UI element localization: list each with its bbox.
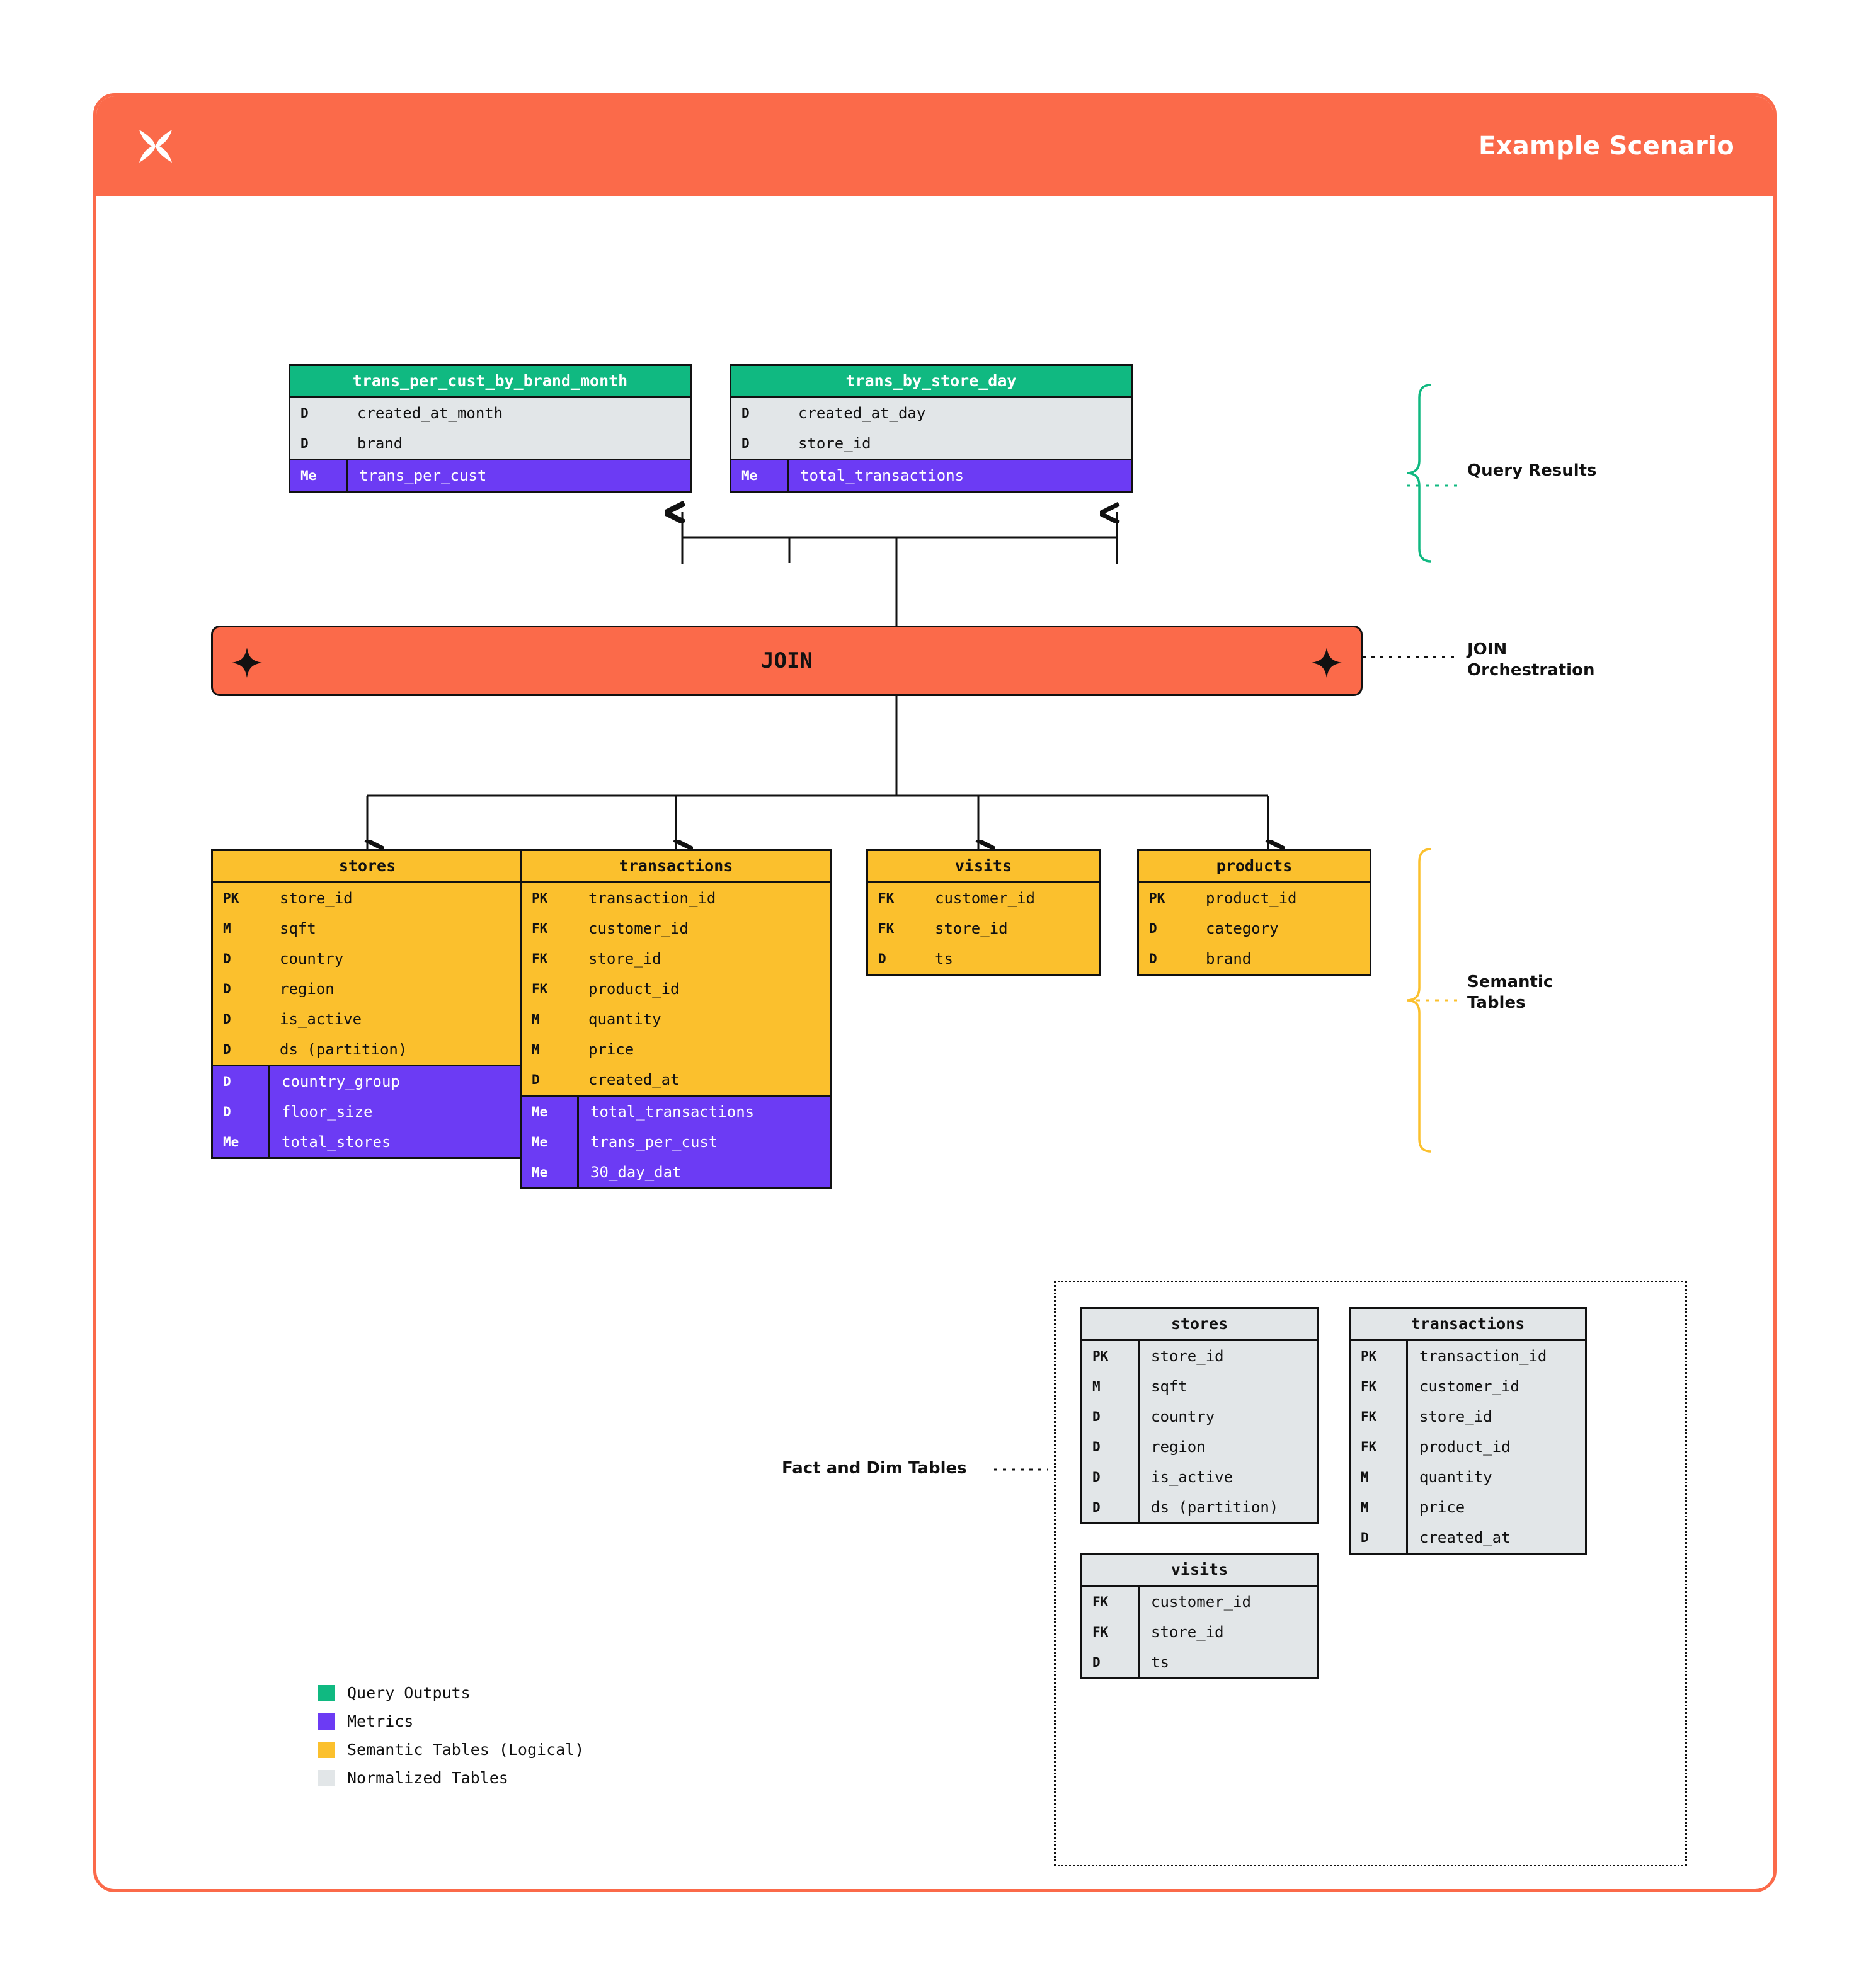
table-header: stores xyxy=(211,849,524,883)
field-key: Me xyxy=(532,1134,548,1150)
field-key: D xyxy=(1092,1469,1101,1485)
field-name: trans_per_cust xyxy=(346,460,690,491)
field-key: Me xyxy=(532,1164,548,1180)
field-key: FK xyxy=(532,981,548,997)
table-row xyxy=(1137,944,1371,976)
field-key: FK xyxy=(1361,1378,1377,1394)
field-key: D xyxy=(223,1073,231,1089)
table-row xyxy=(1349,1402,1587,1432)
legend-item xyxy=(318,1769,584,1787)
field-key: D xyxy=(1149,920,1157,936)
field-name: store_id xyxy=(798,435,871,452)
field-key: FK xyxy=(532,951,548,966)
field-name: sqft xyxy=(1138,1371,1317,1402)
field-key: D xyxy=(300,405,309,421)
card-header xyxy=(96,96,1773,196)
diagram-card xyxy=(93,93,1777,1892)
field-key: M xyxy=(1361,1469,1369,1485)
table-row xyxy=(211,974,524,1004)
field-name: country_group xyxy=(268,1066,522,1097)
normalized-table-stores xyxy=(1080,1307,1319,1524)
query-result-table-0 xyxy=(289,364,692,493)
field-key: PK xyxy=(532,890,548,906)
table-row xyxy=(211,944,524,974)
field-name: created_at_day xyxy=(798,404,926,422)
field-key: Me xyxy=(300,467,317,483)
legend-label: Metrics xyxy=(347,1712,414,1730)
sparkle-icon xyxy=(1310,646,1343,679)
field-key: D xyxy=(532,1071,540,1087)
table-row xyxy=(866,913,1101,944)
table-row xyxy=(520,1157,832,1189)
field-key: Me xyxy=(532,1104,548,1119)
annotation-label-line1: Semantic xyxy=(1467,973,1553,991)
field-key: D xyxy=(878,951,886,966)
field-name: customer_id xyxy=(588,920,689,937)
table-row xyxy=(1080,1341,1319,1371)
field-key: D xyxy=(1092,1408,1101,1424)
annotation-fact-and-dim xyxy=(782,1458,967,1479)
table-row xyxy=(1080,1492,1319,1524)
table-row xyxy=(1080,1587,1319,1617)
field-name: country xyxy=(280,950,344,968)
table-row xyxy=(520,974,832,1004)
page-title: Example Scenario xyxy=(1478,132,1734,161)
table-row xyxy=(211,1034,524,1065)
annotation-label-line2: Tables xyxy=(1467,993,1526,1012)
legend-swatch-semantic-tables xyxy=(318,1742,335,1758)
legend-item xyxy=(318,1684,584,1702)
table-row xyxy=(1349,1522,1587,1555)
table-row xyxy=(211,883,524,913)
field-name: store_id xyxy=(280,889,353,907)
field-key: M xyxy=(532,1011,540,1027)
table-row xyxy=(211,913,524,944)
field-name: transaction_id xyxy=(1406,1341,1585,1371)
table-row xyxy=(211,1065,524,1097)
field-name: region xyxy=(1138,1432,1317,1462)
field-name: price xyxy=(588,1041,634,1058)
field-name: ts xyxy=(1138,1647,1317,1677)
table-header: trans_per_cust_by_brand_month xyxy=(289,364,692,398)
field-name: store_id xyxy=(935,920,1008,937)
field-key: PK xyxy=(223,890,239,906)
field-key: FK xyxy=(878,890,895,906)
legend-swatch-normalized-tables xyxy=(318,1770,335,1786)
field-name: is_active xyxy=(1138,1462,1317,1492)
join-label: JOIN xyxy=(761,648,813,673)
field-key: FK xyxy=(1092,1624,1109,1640)
table-row xyxy=(520,1034,832,1065)
field-key: D xyxy=(223,981,231,997)
semantic-table-stores xyxy=(211,849,524,1159)
field-name: product_id xyxy=(588,980,680,998)
table-row xyxy=(211,1097,524,1127)
table-header: products xyxy=(1137,849,1371,883)
table-row xyxy=(730,459,1133,493)
table-row xyxy=(1137,913,1371,944)
table-row xyxy=(520,1004,832,1034)
table-row xyxy=(1080,1432,1319,1462)
table-row xyxy=(520,1095,832,1127)
table-row xyxy=(520,883,832,913)
field-key: D xyxy=(1361,1529,1369,1545)
field-key: FK xyxy=(1361,1408,1377,1424)
table-row xyxy=(730,398,1133,428)
table-row xyxy=(1137,883,1371,913)
table-row xyxy=(520,944,832,974)
field-key: Me xyxy=(741,467,758,483)
annotation-label: Fact and Dim Tables xyxy=(782,1459,967,1478)
annotation-semantic-tables xyxy=(1467,972,1553,1013)
table-row xyxy=(1080,1371,1319,1402)
legend-label: Query Outputs xyxy=(347,1684,471,1702)
join-orchestration-bar xyxy=(211,626,1363,696)
field-name: created_at xyxy=(1406,1522,1585,1553)
query-result-table-1 xyxy=(730,364,1133,493)
table-row xyxy=(289,428,692,459)
legend-item xyxy=(318,1740,584,1759)
field-key: D xyxy=(741,405,750,421)
table-row xyxy=(1349,1492,1587,1522)
table-row xyxy=(1080,1462,1319,1492)
table-row xyxy=(520,1127,832,1157)
table-row xyxy=(866,944,1101,976)
table-row xyxy=(1080,1402,1319,1432)
butterfly-logo-icon xyxy=(133,123,178,169)
table-row xyxy=(211,1004,524,1034)
field-key: Me xyxy=(223,1134,239,1150)
field-name: price xyxy=(1406,1492,1585,1522)
table-row xyxy=(520,913,832,944)
field-name: ds (partition) xyxy=(1138,1492,1317,1522)
field-name: trans_per_cust xyxy=(577,1127,830,1157)
field-key: D xyxy=(223,1011,231,1027)
table-row xyxy=(1080,1647,1319,1679)
field-name: ds (partition) xyxy=(280,1041,408,1058)
field-key: FK xyxy=(1092,1594,1109,1609)
table-row xyxy=(211,1127,524,1159)
field-key: FK xyxy=(1361,1439,1377,1454)
sparkle-icon xyxy=(231,646,263,679)
table-row xyxy=(1349,1341,1587,1371)
field-key: D xyxy=(223,1104,231,1119)
field-name: customer_id xyxy=(1406,1371,1585,1402)
field-name: region xyxy=(280,980,335,998)
legend-item xyxy=(318,1712,584,1730)
field-key: FK xyxy=(878,920,895,936)
table-header: transactions xyxy=(520,849,832,883)
table-header: stores xyxy=(1080,1307,1319,1341)
field-name: brand xyxy=(357,435,403,452)
field-key: D xyxy=(223,1041,231,1057)
field-key: FK xyxy=(532,920,548,936)
field-key: D xyxy=(300,435,309,451)
field-name: product_id xyxy=(1406,1432,1585,1462)
table-row xyxy=(289,459,692,493)
semantic-table-products xyxy=(1137,849,1371,976)
table-row xyxy=(1349,1432,1587,1462)
field-name: quantity xyxy=(588,1010,661,1028)
annotation-query-results xyxy=(1467,460,1597,481)
field-name: country xyxy=(1138,1402,1317,1432)
field-name: 30_day_dat xyxy=(577,1157,830,1187)
field-name: store_id xyxy=(1406,1402,1585,1432)
field-key: M xyxy=(1092,1378,1101,1394)
table-row xyxy=(1349,1371,1587,1402)
table-row xyxy=(866,883,1101,913)
field-key: D xyxy=(1092,1439,1101,1454)
field-name: brand xyxy=(1206,950,1252,968)
field-key: M xyxy=(1361,1499,1369,1515)
field-key: D xyxy=(223,951,231,966)
field-name: total_transactions xyxy=(787,460,1131,491)
field-name: is_active xyxy=(280,1010,362,1028)
field-name: total_stores xyxy=(268,1127,522,1157)
field-name: transaction_id xyxy=(588,889,716,907)
field-key: PK xyxy=(1149,890,1165,906)
field-name: store_id xyxy=(588,950,661,968)
field-name: created_at_month xyxy=(357,404,503,422)
field-name: store_id xyxy=(1138,1341,1317,1371)
normalized-table-transactions xyxy=(1349,1307,1587,1555)
field-name: customer_id xyxy=(1138,1587,1317,1617)
annotation-label-line1: JOIN xyxy=(1467,640,1508,659)
field-key: PK xyxy=(1361,1348,1377,1364)
table-row xyxy=(730,428,1133,459)
legend-swatch-metrics xyxy=(318,1713,335,1730)
field-key: D xyxy=(1149,951,1157,966)
table-row xyxy=(1080,1617,1319,1647)
annotation-join-orchestration xyxy=(1467,639,1594,680)
table-row xyxy=(1349,1462,1587,1492)
annotation-label: Query Results xyxy=(1467,461,1597,480)
field-key: PK xyxy=(1092,1348,1109,1364)
legend-label: Semantic Tables (Logical) xyxy=(347,1740,585,1759)
table-header: visits xyxy=(866,849,1101,883)
field-name: created_at xyxy=(588,1071,680,1088)
annotation-label-line2: Orchestration xyxy=(1467,660,1595,680)
table-header: transactions xyxy=(1349,1307,1587,1341)
legend xyxy=(318,1684,584,1797)
table-row xyxy=(289,398,692,428)
field-name: sqft xyxy=(280,920,316,937)
field-key: M xyxy=(223,920,231,936)
field-name: total_transactions xyxy=(577,1097,830,1127)
field-key: M xyxy=(532,1041,540,1057)
field-name: customer_id xyxy=(935,889,1035,907)
field-name: category xyxy=(1206,920,1279,937)
field-name: floor_size xyxy=(268,1097,522,1127)
field-name: ts xyxy=(935,950,953,968)
field-name: quantity xyxy=(1406,1462,1585,1492)
field-name: product_id xyxy=(1206,889,1297,907)
legend-label: Normalized Tables xyxy=(347,1769,508,1787)
table-row xyxy=(520,1065,832,1095)
field-key: D xyxy=(1092,1654,1101,1670)
table-header: trans_by_store_day xyxy=(730,364,1133,398)
legend-swatch-query-outputs xyxy=(318,1685,335,1701)
semantic-table-visits xyxy=(866,849,1101,976)
field-key: D xyxy=(1092,1499,1101,1515)
field-key: D xyxy=(741,435,750,451)
semantic-table-transactions xyxy=(520,849,832,1189)
field-name: store_id xyxy=(1138,1617,1317,1647)
normalized-table-visits xyxy=(1080,1553,1319,1679)
table-header: visits xyxy=(1080,1553,1319,1587)
